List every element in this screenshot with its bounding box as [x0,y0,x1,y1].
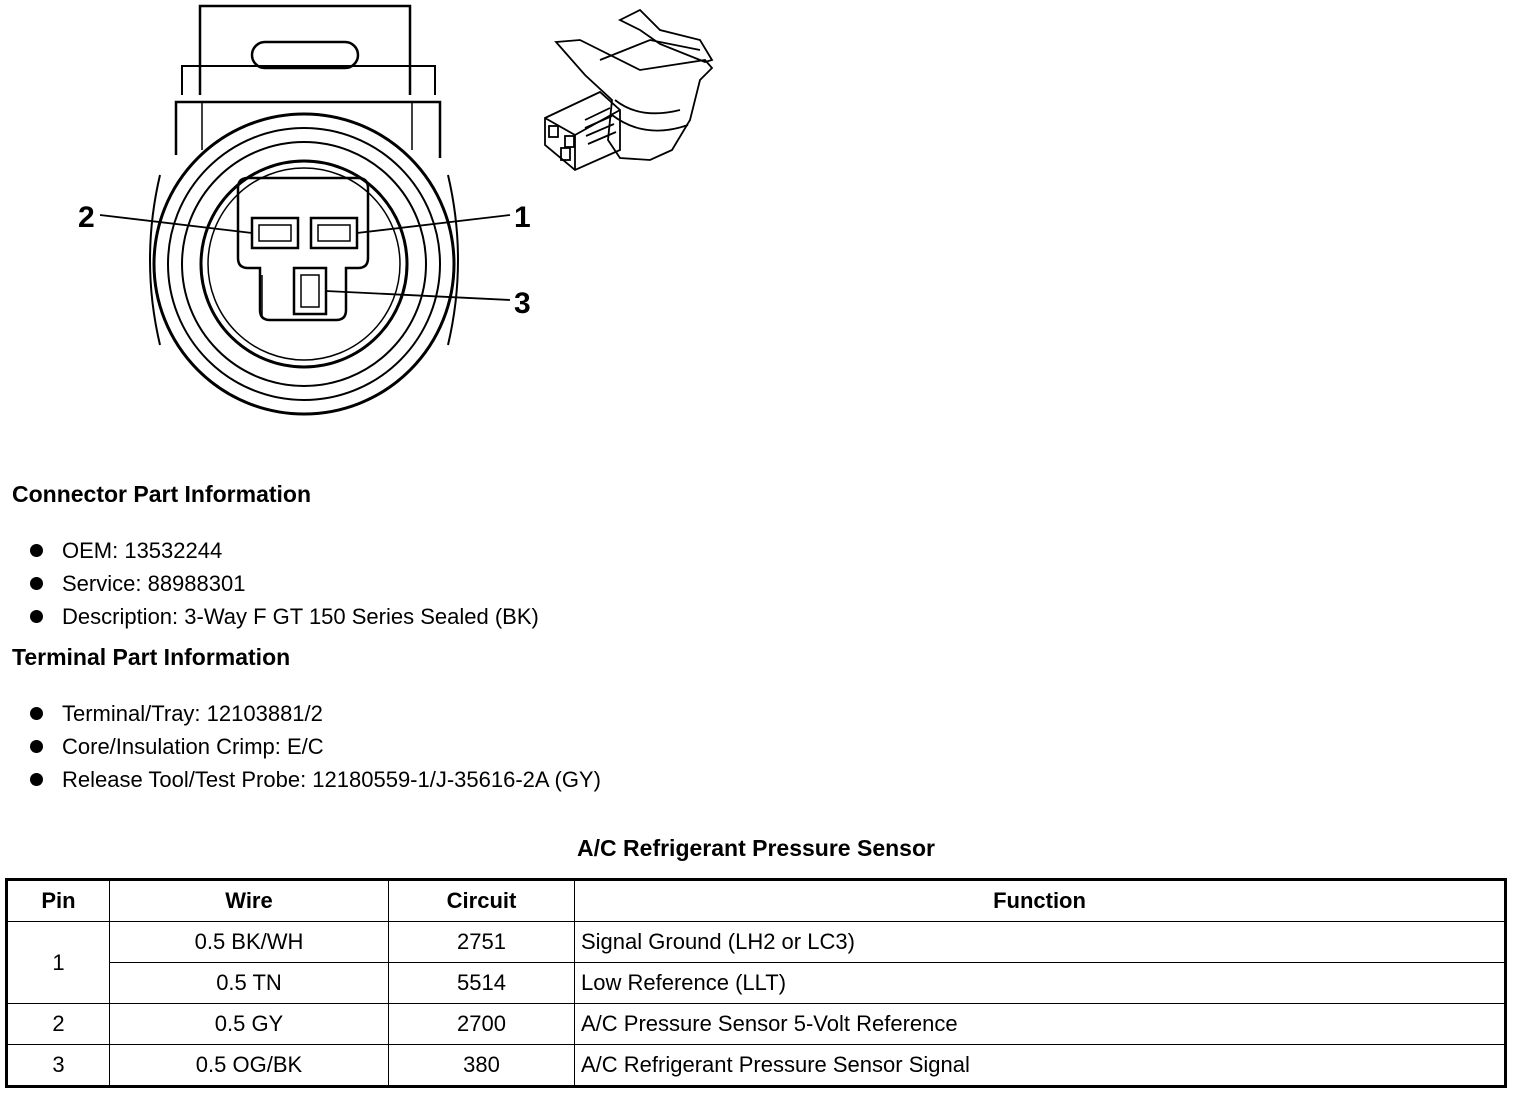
terminal-info-title: Terminal Part Information [12,644,291,670]
table-title: A/C Refrigerant Pressure Sensor [577,835,935,861]
header-pin: Pin [7,880,110,922]
connector-diagram [0,0,760,440]
connector-info-title: Connector Part Information [12,481,312,507]
cell-wire: 0.5 OG/BK [110,1045,389,1087]
pin-label-1: 1 [514,201,531,234]
cell-circuit: 380 [389,1045,575,1087]
pin-label-2: 2 [78,201,95,234]
connector-face-view [150,6,458,414]
cell-pin: 3 [7,1045,110,1087]
leader-line-pin-1 [357,215,510,233]
cell-wire: 0.5 TN [110,963,389,1004]
pinout-table [5,878,1507,1088]
list-item: Description: 3-Way F GT 150 Series Sealed (BK) [30,600,539,633]
table-row [7,1004,1506,1045]
cell-function: Low Reference (LLT) [575,963,1506,1004]
cell-circuit: 5514 [389,963,575,1004]
list-item: OEM: 13532244 [30,534,539,567]
header-function: Function [575,880,1506,922]
cell-circuit: 2700 [389,1004,575,1045]
cell-function: Signal Ground (LH2 or LC3) [575,922,1506,963]
connector-isometric-view [545,10,712,170]
cell-circuit: 2751 [389,922,575,963]
cell-function: A/C Pressure Sensor 5-Volt Reference [575,1004,1506,1045]
pin-cavity-2 [252,218,298,248]
table-row [7,1045,1506,1087]
table-row [7,963,1506,1004]
cell-function: A/C Refrigerant Pressure Sensor Signal [575,1045,1506,1087]
list-item: Terminal/Tray: 12103881/2 [30,697,601,730]
header-wire: Wire [110,880,389,922]
header-circuit: Circuit [389,880,575,922]
cell-wire: 0.5 BK/WH [110,922,389,963]
pin-cavity-3 [294,268,326,314]
table-header-row [7,880,1506,922]
list-item: Release Tool/Test Probe: 12180559-1/J-35616-2A (GY) [30,763,601,796]
cell-wire: 0.5 GY [110,1004,389,1045]
connector-info-list [30,534,539,633]
list-item: Core/Insulation Crimp: E/C [30,730,601,763]
terminal-info-list [30,697,601,796]
pin-label-3: 3 [514,287,531,320]
leader-line-pin-3 [326,291,510,300]
cell-pin: 1 [7,922,110,1004]
cell-pin: 2 [7,1004,110,1045]
pin-cavity-1 [311,218,357,248]
table-row [7,922,1506,963]
list-item: Service: 88988301 [30,567,539,600]
